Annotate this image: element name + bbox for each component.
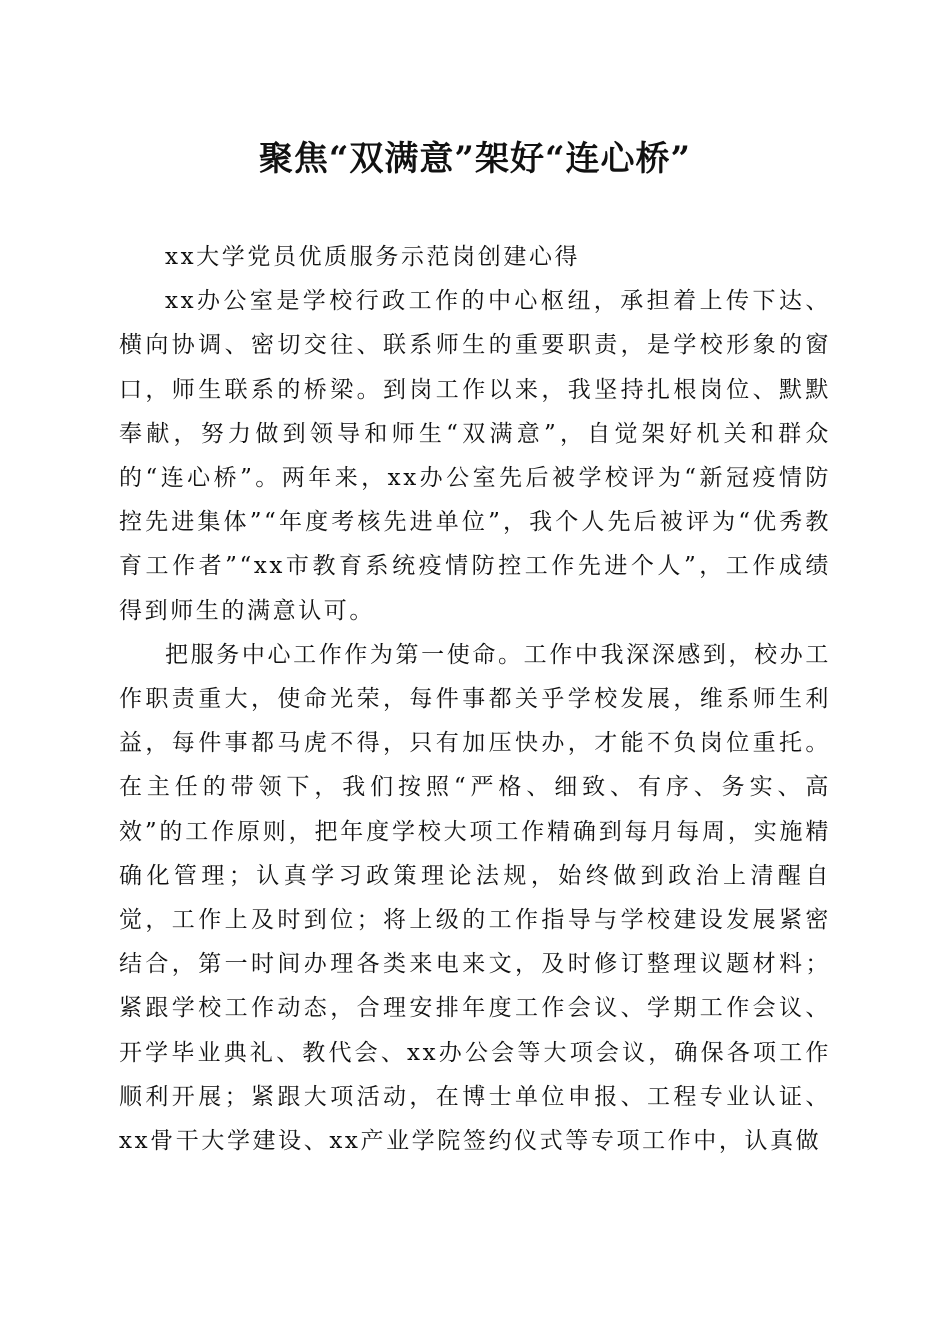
document-title: 聚焦“双满意”架好“连心桥” [258,139,692,179]
paragraph-2: 把服务中心工作作为第一使命。工作中我深深感到，校办工作职责重大，使命光荣，每件事都关乎学校发展，维系师生利益，每件事都马虎不得，只有加压快办，才能不负岗位重托。在主任的带领下，我们按照“严格、细致、有序、务实、高效”的工作原则，把年度学校大项工作精确到每月每周，实施精确化管理；认真学习政策理论法规，始终做到政治上清醒自觉，工作上及时到位；将上级的工作指导与学校建设发展紧密结合，第一时间办理各类来电来文，及时修订整理议题材料；紧跟学校工作动态，合理安排年度工作会议、学期工作会议、开学毕业典礼、教代会、xx办公会等大项会议，确保各项工作顺利开展；紧跟大项活动，在博士单位申报、工程专业认证、xx骨干大学建设、xx产业学院签约仪式等专项工作中，认真做 [119,641,831,1155]
document-subtitle: xx大学党员优质服务示范岗创建心得 [165,244,581,270]
paragraph-1: xx办公室是学校行政工作的中心枢纽，承担着上传下达、横向协调、密切交往、联系师生的重要职责，是学校形象的窗口，师生联系的桥梁。到岗工作以来，我坚持扎根岗位、默默奉献，努力做到领导和师生“双满意”，自觉架好机关和群众的“连心桥”。两年来，xx办公室先后被学校评为“新冠疫情防控先进集体”“年度考核先进单位”，我个人先后被评为“优秀教育工作者”“xx市教育系统疫情防控工作先进个人”，工作成绩得到师生的满意认可。 [119,288,831,624]
document-body [119,235,831,1163]
